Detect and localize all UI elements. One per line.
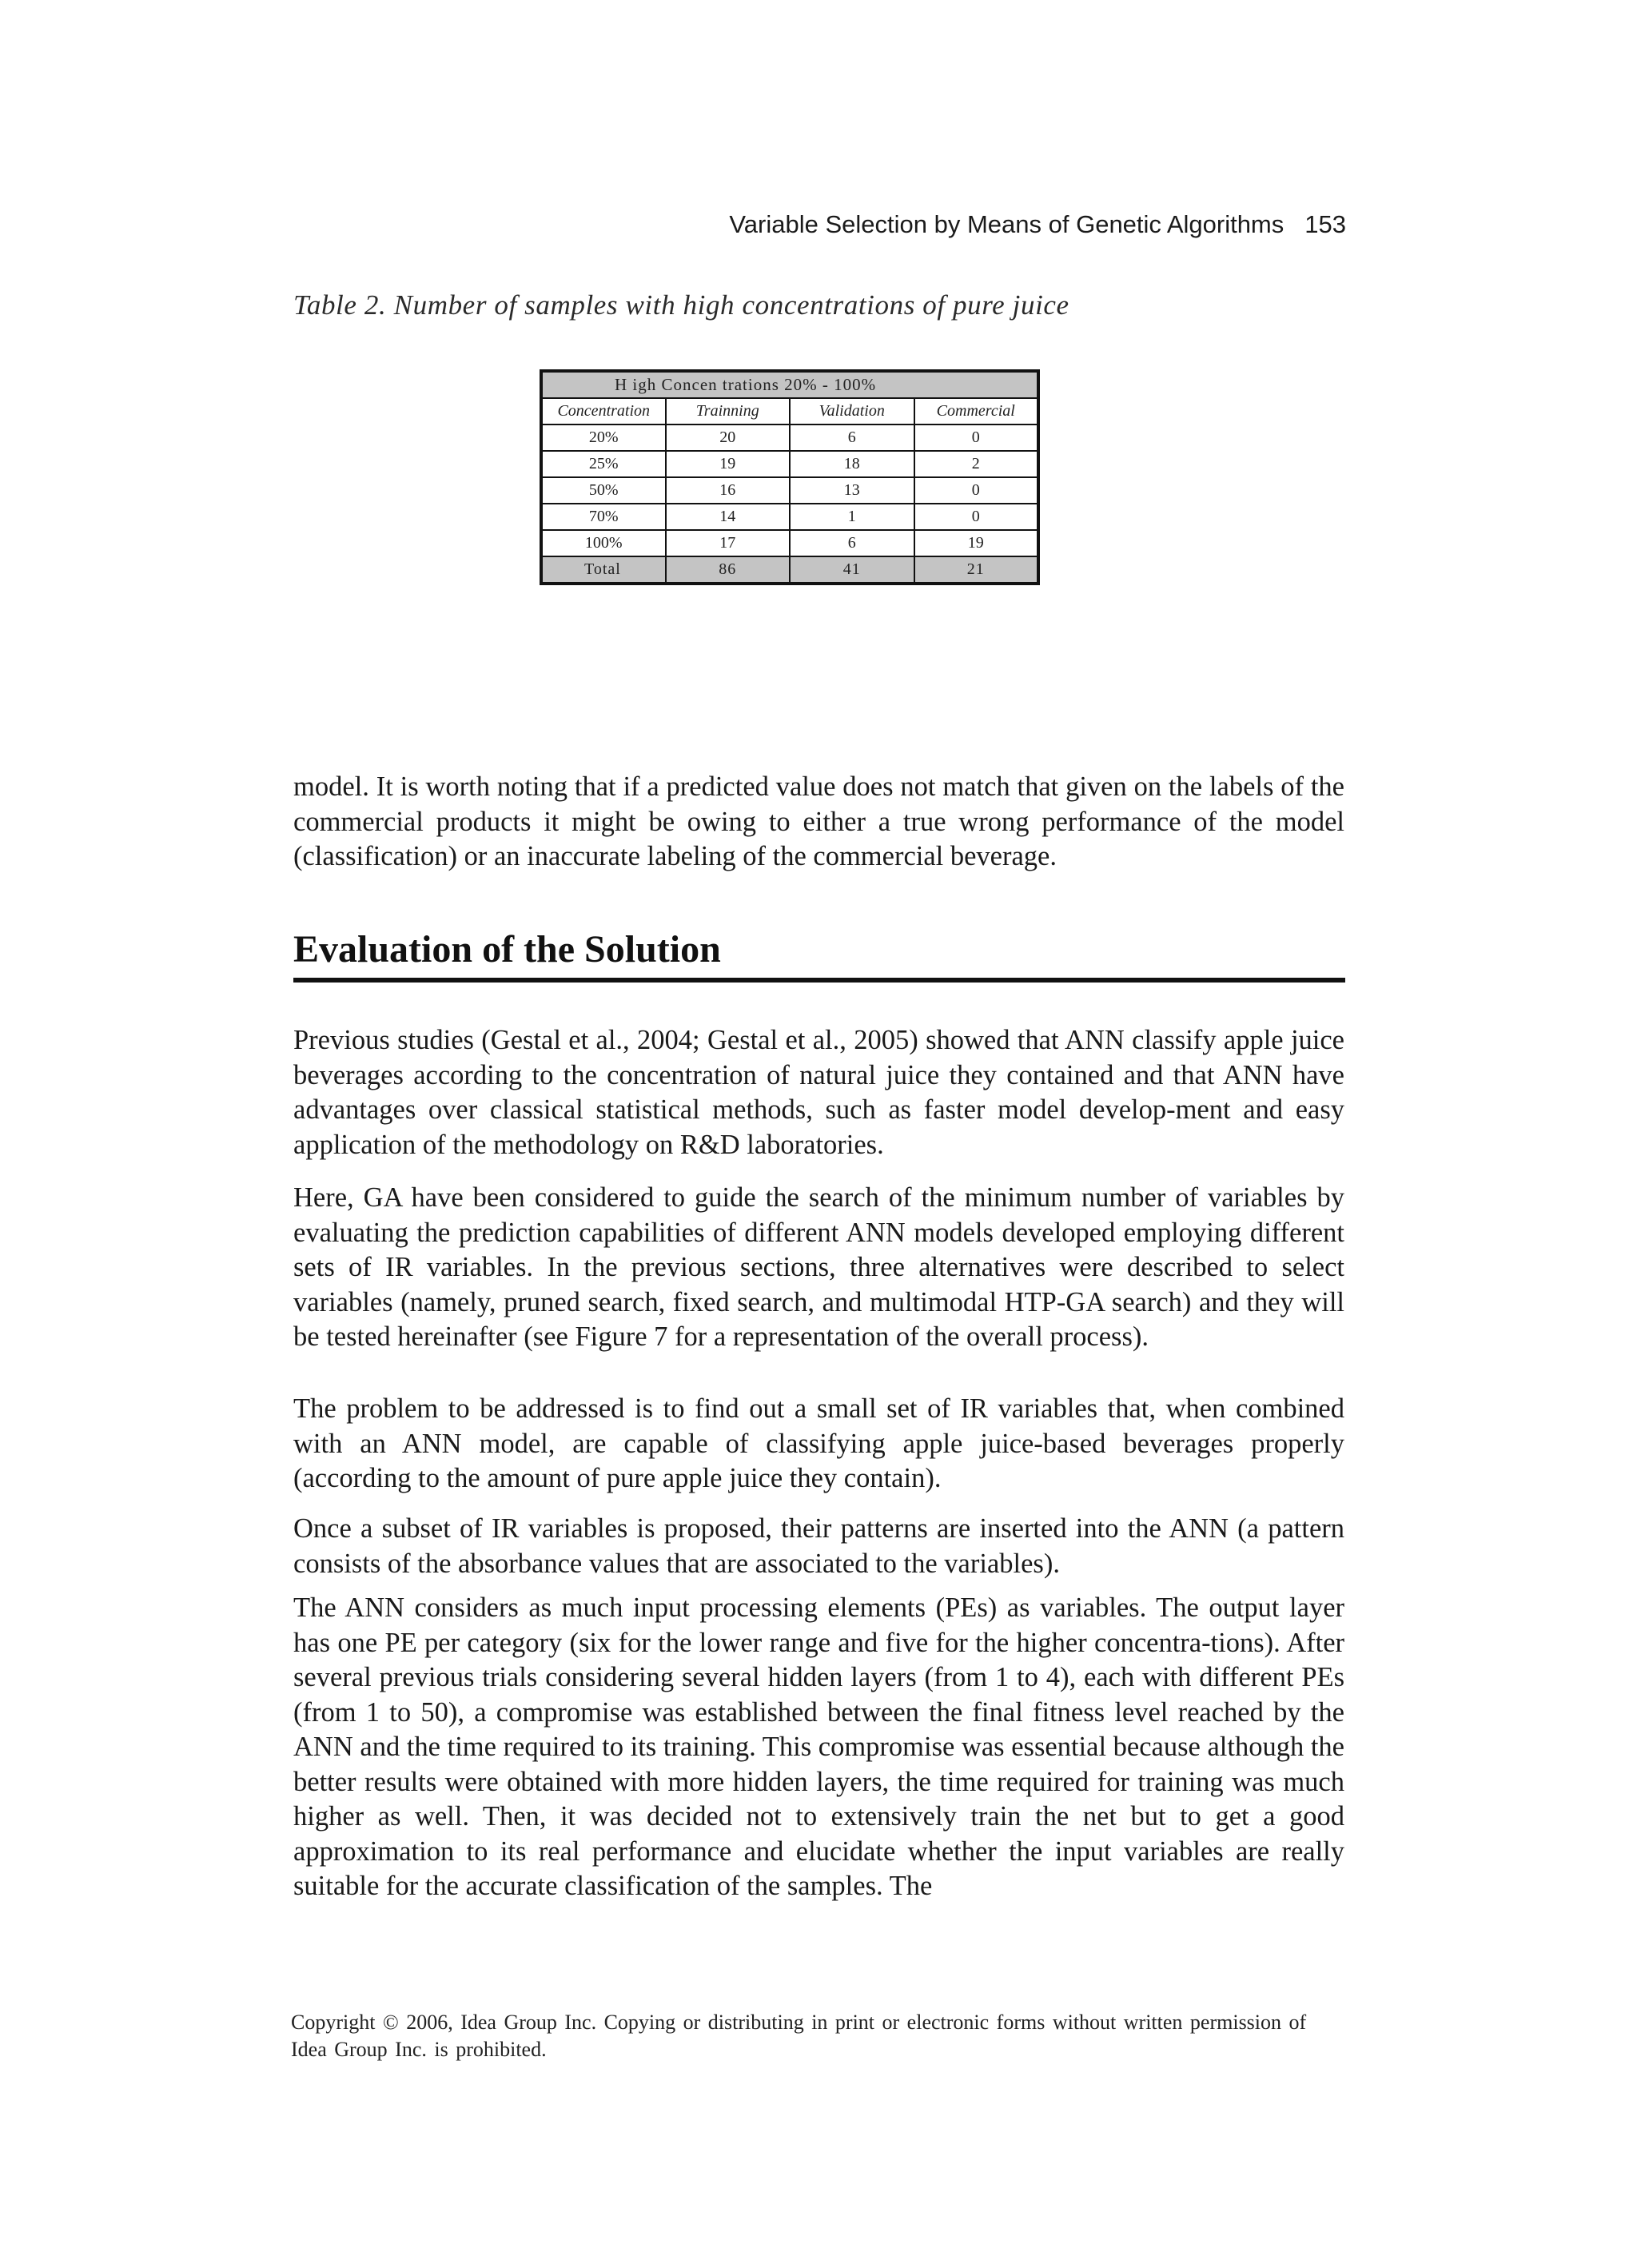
table-total-row [541,556,1038,584]
body-paragraph: Once a subset of IR variables is proposed, their patterns are inserted into the ANN (a pattern consists of the absorbance values that are associated to the variables). [293,1513,1344,1579]
table-title-row [541,371,1038,398]
table-cell: 86 [666,556,791,584]
body-paragraph: The ANN considers as much input processing elements (PEs) as variables. The output layer has one PE per category (six for the lower range and five for the higher concentra-tions). After several previous trials considering several hidden layers (from 1 to 4), each with different PEs (from 1 to 50), a compromise was established between the final fitness level reached by the ANN and the time required to its training. This compromise was essential because although the better results were obtained with more hidden layers, the time required for training was much higher as well. Then, it was decided not to extensively train the net but to get a good approximation to its real performance and elucidate whether the input variables are really suitable for the accurate classification of the samples. The [293,1592,1344,1901]
section-heading: Evaluation of the Solution [293,928,721,971]
table-cell: 20 [666,425,791,451]
table-cell: 19 [666,451,791,477]
page-number: 153 [1304,210,1346,238]
column-header: Commercial [914,398,1039,425]
table-cell: 2 [914,451,1039,477]
body-paragraph: The problem to be addressed is to find out a small set of IR variables that, when combined with an ANN model, are capable of classifying apple juice-based beverages properly (according to the amount of pure apple juice they contain). [293,1393,1344,1493]
table-cell: 21 [914,556,1039,584]
table-cell: 17 [666,530,791,556]
heading-rule [293,978,1345,983]
column-header: Trainning [666,398,791,425]
table-cell: 6 [790,530,914,556]
table-cell: 1 [790,504,914,530]
table-caption: Table 2. Number of samples with high concentrations of pure juice [293,289,1069,321]
table-row [541,451,1038,477]
table-cell: 13 [790,477,914,504]
table-cell: 20% [541,425,666,451]
table-cell: 50% [541,477,666,504]
table-cell: 100% [541,530,666,556]
column-header: Concentration [541,398,666,425]
table-header-row [541,398,1038,425]
copyright-notice: Copyright © 2006, Idea Group Inc. Copying or distributing in print or electronic forms without written permission of Idea Group Inc. is prohibited. [291,2011,1307,2061]
table-cell: 16 [666,477,791,504]
column-header: Validation [790,398,914,425]
table-row [541,425,1038,451]
table-cell: 41 [790,556,914,584]
running-title: Variable Selection by Means of Genetic Algorithms [729,210,1285,238]
table-cell: 14 [666,504,791,530]
table-row [541,530,1038,556]
table-cell: 0 [914,477,1039,504]
running-header [729,210,1346,239]
body-paragraph: Here, GA have been considered to guide the search of the minimum number of variables by evaluating the prediction capabilities of different ANN models developed employing different sets of IR variables. In the previous sections, three alternatives were described to select variables (namely, pruned search, fixed search, and multimodal HTP-GA search) and they will be tested hereinafter (see Figure 7 for a representation of the overall process). [293,1182,1344,1352]
table-title: H igh Concen trations 20% - 100% [541,371,1038,398]
table-cell: 18 [790,451,914,477]
table-cell: 6 [790,425,914,451]
table-cell: 19 [914,530,1039,556]
table-row [541,504,1038,530]
table-row [541,477,1038,504]
table-cell: Total [541,556,666,584]
samples-table [540,369,1040,585]
body-paragraph: Previous studies (Gestal et al., 2004; Gestal et al., 2005) showed that ANN classify apple juice beverages according to the concentration of natural juice they contained and that ANN have advantages over classical statistical methods, such as faster model develop-ment and easy application of the methodology on R&D laboratories. [293,1025,1344,1160]
table-cell: 0 [914,504,1039,530]
body-paragraph: model. It is worth noting that if a predicted value does not match that given on the labels of the commercial products it might be owing to either a true wrong performance of the model (classification) or an inaccurate labeling of the commercial beverage. [293,771,1344,871]
table-cell: 0 [914,425,1039,451]
table-cell: 25% [541,451,666,477]
table-cell: 70% [541,504,666,530]
